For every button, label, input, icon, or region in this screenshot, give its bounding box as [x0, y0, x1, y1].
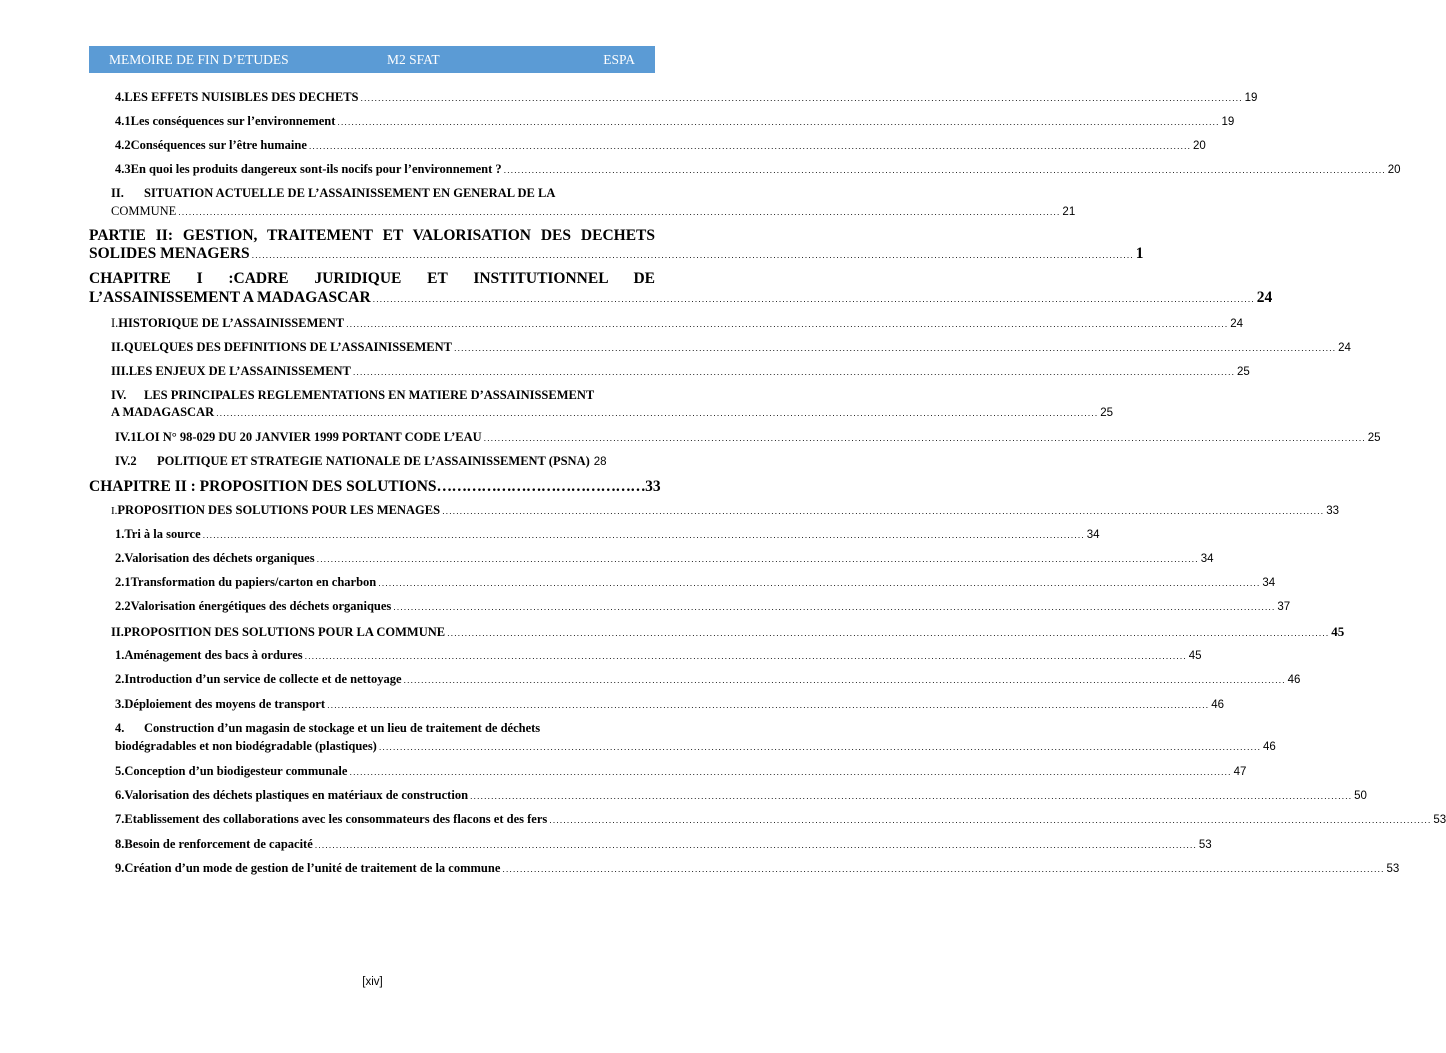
toc-chapter-entry[interactable]: CHAPITRE II : PROPOSITION DES SOLUTIONS …………………………………… 33: [89, 478, 661, 495]
toc-entry[interactable]: 1. Tri à la source ..... 34: [115, 527, 655, 542]
toc-entry[interactable]: 4.3 En quoi les produits dangereux sont-ils nocifs pour l’environnement ? ..... 20: [115, 162, 655, 177]
toc-chapter-title[interactable]: CHAPITRE I :CADRE JURIDIQUE ET INSTITUTIONNEL DE: [89, 270, 655, 287]
toc-entry[interactable]: 4.1 Les conséquences sur l’environnement ..... 19: [115, 114, 655, 129]
toc-entry[interactable]: II. PROPOSITION DES SOLUTIONS POUR LA COMMUNE ..... 45: [111, 624, 655, 640]
header-school: ESPA: [603, 52, 635, 67]
toc-entry[interactable]: 6. Valorisation des déchets plastiques en matériaux de construction ..... 50: [115, 788, 655, 803]
toc-entry-line1[interactable]: IV. LES PRINCIPALES REGLEMENTATIONS EN MATIERE D’ASSAINISSEMENT: [111, 388, 595, 402]
toc-entry[interactable]: IV.2 POLITIQUE ET STRATEGIE NATIONALE DE L’ASSAINISSEMENT (PSNA) 28: [115, 454, 607, 468]
toc-entry[interactable]: 4.2 Conséquences sur l’être humaine ..... 20: [115, 138, 655, 153]
toc-entry-line1[interactable]: II. SITUATION ACTUELLE DE L’ASSAINISSEMENT EN GENERAL DE LA: [111, 186, 556, 200]
page-header: [89, 46, 655, 73]
toc-entry[interactable]: 7. Etablissement des collaborations avec les consommateurs des flacons et des fers ..... 53: [115, 812, 655, 827]
page-number: [xiv]: [362, 976, 383, 988]
toc-entry[interactable]: I. PROPOSITION DES SOLUTIONS POUR LES MENAGES ..... 33: [111, 503, 655, 518]
toc-entry[interactable]: 2.1 Transformation du papiers/carton en charbon ..... 34: [115, 575, 655, 590]
toc-entry[interactable]: 4. LES EFFETS NUISIBLES DES DECHETS ..... 19: [115, 90, 655, 105]
toc-entry[interactable]: L’ASSAINISSEMENT A MADAGASCAR ..... 24: [89, 289, 655, 307]
toc-entry[interactable]: biodégradables et non biodégradable (plastiques) ..... 46: [115, 739, 655, 754]
toc-entry[interactable]: 3. Déploiement des moyens de transport ..... 46: [115, 697, 655, 712]
toc-entry[interactable]: 9. Création d’un mode de gestion de l’unité de traitement de la commune ..... 53: [115, 861, 655, 876]
toc-entry[interactable]: 8. Besoin de renforcement de capacité ..... 53: [115, 837, 655, 852]
toc-entry[interactable]: 2. Introduction d’un service de collecte et de nettoyage ..... 46: [115, 672, 655, 687]
toc-entry-line1[interactable]: 4. Construction d’un magasin de stockage et un lieu de traitement de déchets: [115, 721, 541, 735]
toc-entry[interactable]: II. QUELQUES DES DEFINITIONS DE L’ASSAINISSEMENT ..... 24: [111, 340, 655, 355]
toc-entry[interactable]: COMMUNE ..... 21: [111, 204, 655, 219]
toc-entry[interactable]: III. LES ENJEUX DE L’ASSAINISSEMENT ..... 25: [111, 364, 655, 379]
toc-entry[interactable]: SOLIDES MENAGERS ..... 1: [89, 245, 655, 263]
toc-entry[interactable]: 1. Aménagement des bacs à ordures ..... 45: [115, 648, 655, 663]
toc-entry[interactable]: IV.1 LOI N° 98-029 DU 20 JANVIER 1999 PORTANT CODE L’EAU ..... 25: [115, 430, 655, 445]
toc-part-title[interactable]: PARTIE II: GESTION, TRAITEMENT ET VALORISATION DES DECHETS: [89, 227, 655, 244]
header-program: M2 SFAT: [387, 52, 440, 67]
toc-entry[interactable]: I. HISTORIQUE DE L’ASSAINISSEMENT ..... 24: [111, 316, 655, 331]
toc-entry[interactable]: 5. Conception d’un biodigesteur communale ..... 47: [115, 764, 655, 779]
toc-entry[interactable]: A MADAGASCAR ..... 25: [111, 405, 655, 420]
header-title: MEMOIRE DE FIN D’ETUDES: [109, 52, 289, 67]
toc-entry[interactable]: 2. Valorisation des déchets organiques ..... 34: [115, 551, 655, 566]
toc-entry[interactable]: 2.2 Valorisation énergétiques des déchets organiques ..... 37: [115, 599, 655, 614]
